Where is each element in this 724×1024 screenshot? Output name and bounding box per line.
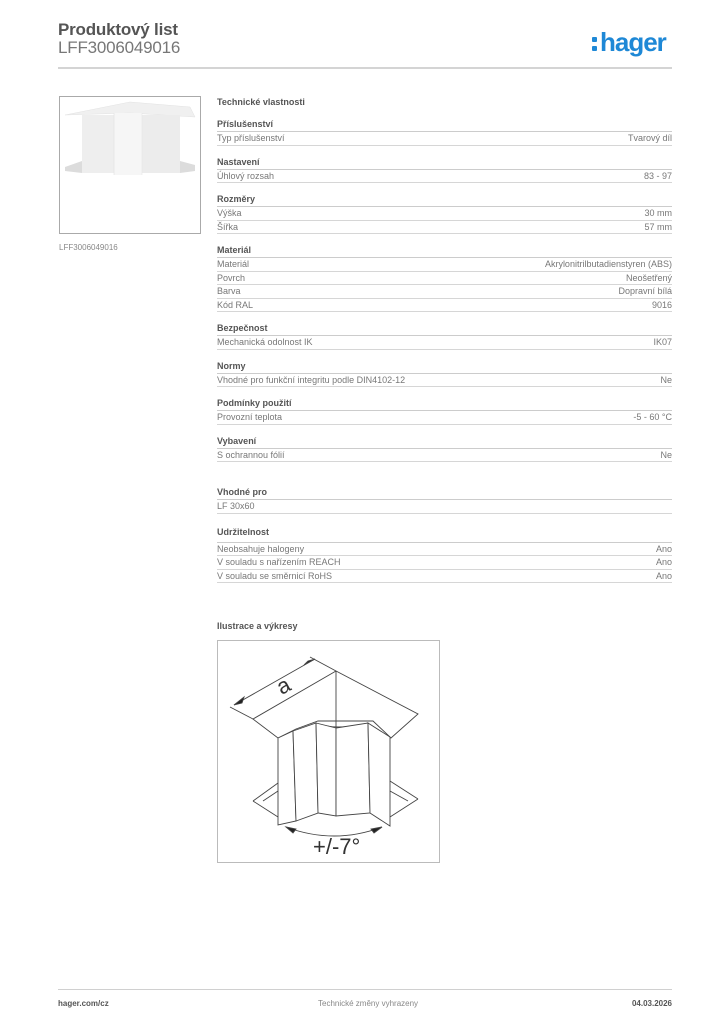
group-title: Rozměry [217,193,672,207]
spec-label: Typ příslušenství [217,133,285,143]
group-title: Podmínky použití [217,397,672,411]
spec-label: S ochrannou fólií [217,449,285,460]
product-code: LFF3006049016 [58,38,181,57]
spec-value: Ano [655,570,672,581]
spec-row [217,556,672,570]
spec-value: Dopravní bílá [618,286,672,296]
header-divider [58,67,672,69]
spec-label: Mechanická odolnost IK [217,337,313,347]
spec-value: Ne [660,374,672,385]
spec-label: Povrch [217,272,246,283]
group-settings [217,156,672,184]
group-title: Materiál [217,244,672,258]
logo-text: hager [600,27,666,57]
spec-label: V souladu se směrnicí RoHS [217,570,333,581]
spec-label: Neobsahuje halogeny [217,543,305,554]
group-safety [217,322,672,350]
spec-row [217,500,672,514]
spec-row [217,221,672,235]
spec-row [217,285,672,299]
corner-drawing-icon [218,641,439,862]
spec-label: Úhlový rozsah [217,170,275,181]
group-title: Normy [217,360,672,374]
spec-label: Barva [217,286,241,296]
dimension-label: a [272,671,295,700]
illustrations-title: Ilustrace a výkresy [217,621,298,631]
group-sustainability [217,526,672,584]
spec-value: 57 mm [644,221,672,232]
spec-row [217,570,672,584]
spec-label: LF 30x60 [217,501,255,511]
group-title: Vhodné pro [217,486,672,500]
spec-value: Akrylonitrilbutadienstyren (ABS) [544,259,672,269]
spec-row [217,449,672,463]
spec-value: 83 - 97 [643,170,672,181]
technical-drawing [217,640,440,863]
spec-row [217,132,672,146]
footer-notice: Technické změny vyhrazeny [318,999,419,1008]
spec-label: Kód RAL [217,299,254,310]
angle-label: +/-7° [313,834,361,859]
spec-row [217,299,672,313]
spec-label: Šířka [217,221,239,232]
group-title: Vybavení [217,435,672,449]
spec-value: Ne [660,449,672,460]
spec-row [217,543,672,557]
group-title: Bezpečnost [217,322,672,336]
spec-label: Materiál [217,259,250,269]
spec-value: -5 - 60 °C [633,412,672,422]
technical-properties [217,94,672,593]
spec-value: Ano [655,557,672,567]
spec-label: Vhodné pro funkční integritu podle DIN4102-12 [217,374,406,385]
group-title: Udržitelnost [217,526,672,543]
spec-row [217,411,672,425]
spec-row [217,258,672,272]
spec-row [217,336,672,350]
footer-website-link[interactable]: hager.com/cz [58,999,109,1008]
group-standards [217,360,672,388]
spec-row [217,170,672,184]
spec-value: Neošetřený [625,272,672,283]
spec-value: 30 mm [644,208,672,218]
group-equipment [217,435,672,463]
group-title: Nastavení [217,156,672,170]
hager-logo[interactable] [592,29,666,55]
group-accessories [217,118,672,146]
spec-value: IK07 [653,337,672,347]
footer-date: 04.03.2026 [631,999,672,1008]
spec-value: 9016 [651,299,672,310]
group-suitable-for [217,486,672,514]
group-title: Příslušenství [217,118,672,132]
product-thumbnail [59,96,201,234]
document-title: Produktový list [58,20,178,39]
thumbnail-caption: LFF3006049016 [59,243,118,252]
spec-value: Ano [655,543,672,554]
spec-row [217,207,672,221]
spec-row [217,374,672,388]
product-image-icon [60,97,200,233]
group-dimensions [217,193,672,234]
spec-row [217,272,672,286]
footer-divider [58,989,672,990]
group-material [217,244,672,312]
spec-label: V souladu s nařízením REACH [217,557,341,567]
technical-properties-title: Technické vlastnosti [217,97,305,107]
spec-value: Tvarový díl [627,133,672,143]
spec-label: Výška [217,208,242,218]
group-conditions-of-use [217,397,672,425]
spec-label: Provozní teplota [217,412,283,422]
